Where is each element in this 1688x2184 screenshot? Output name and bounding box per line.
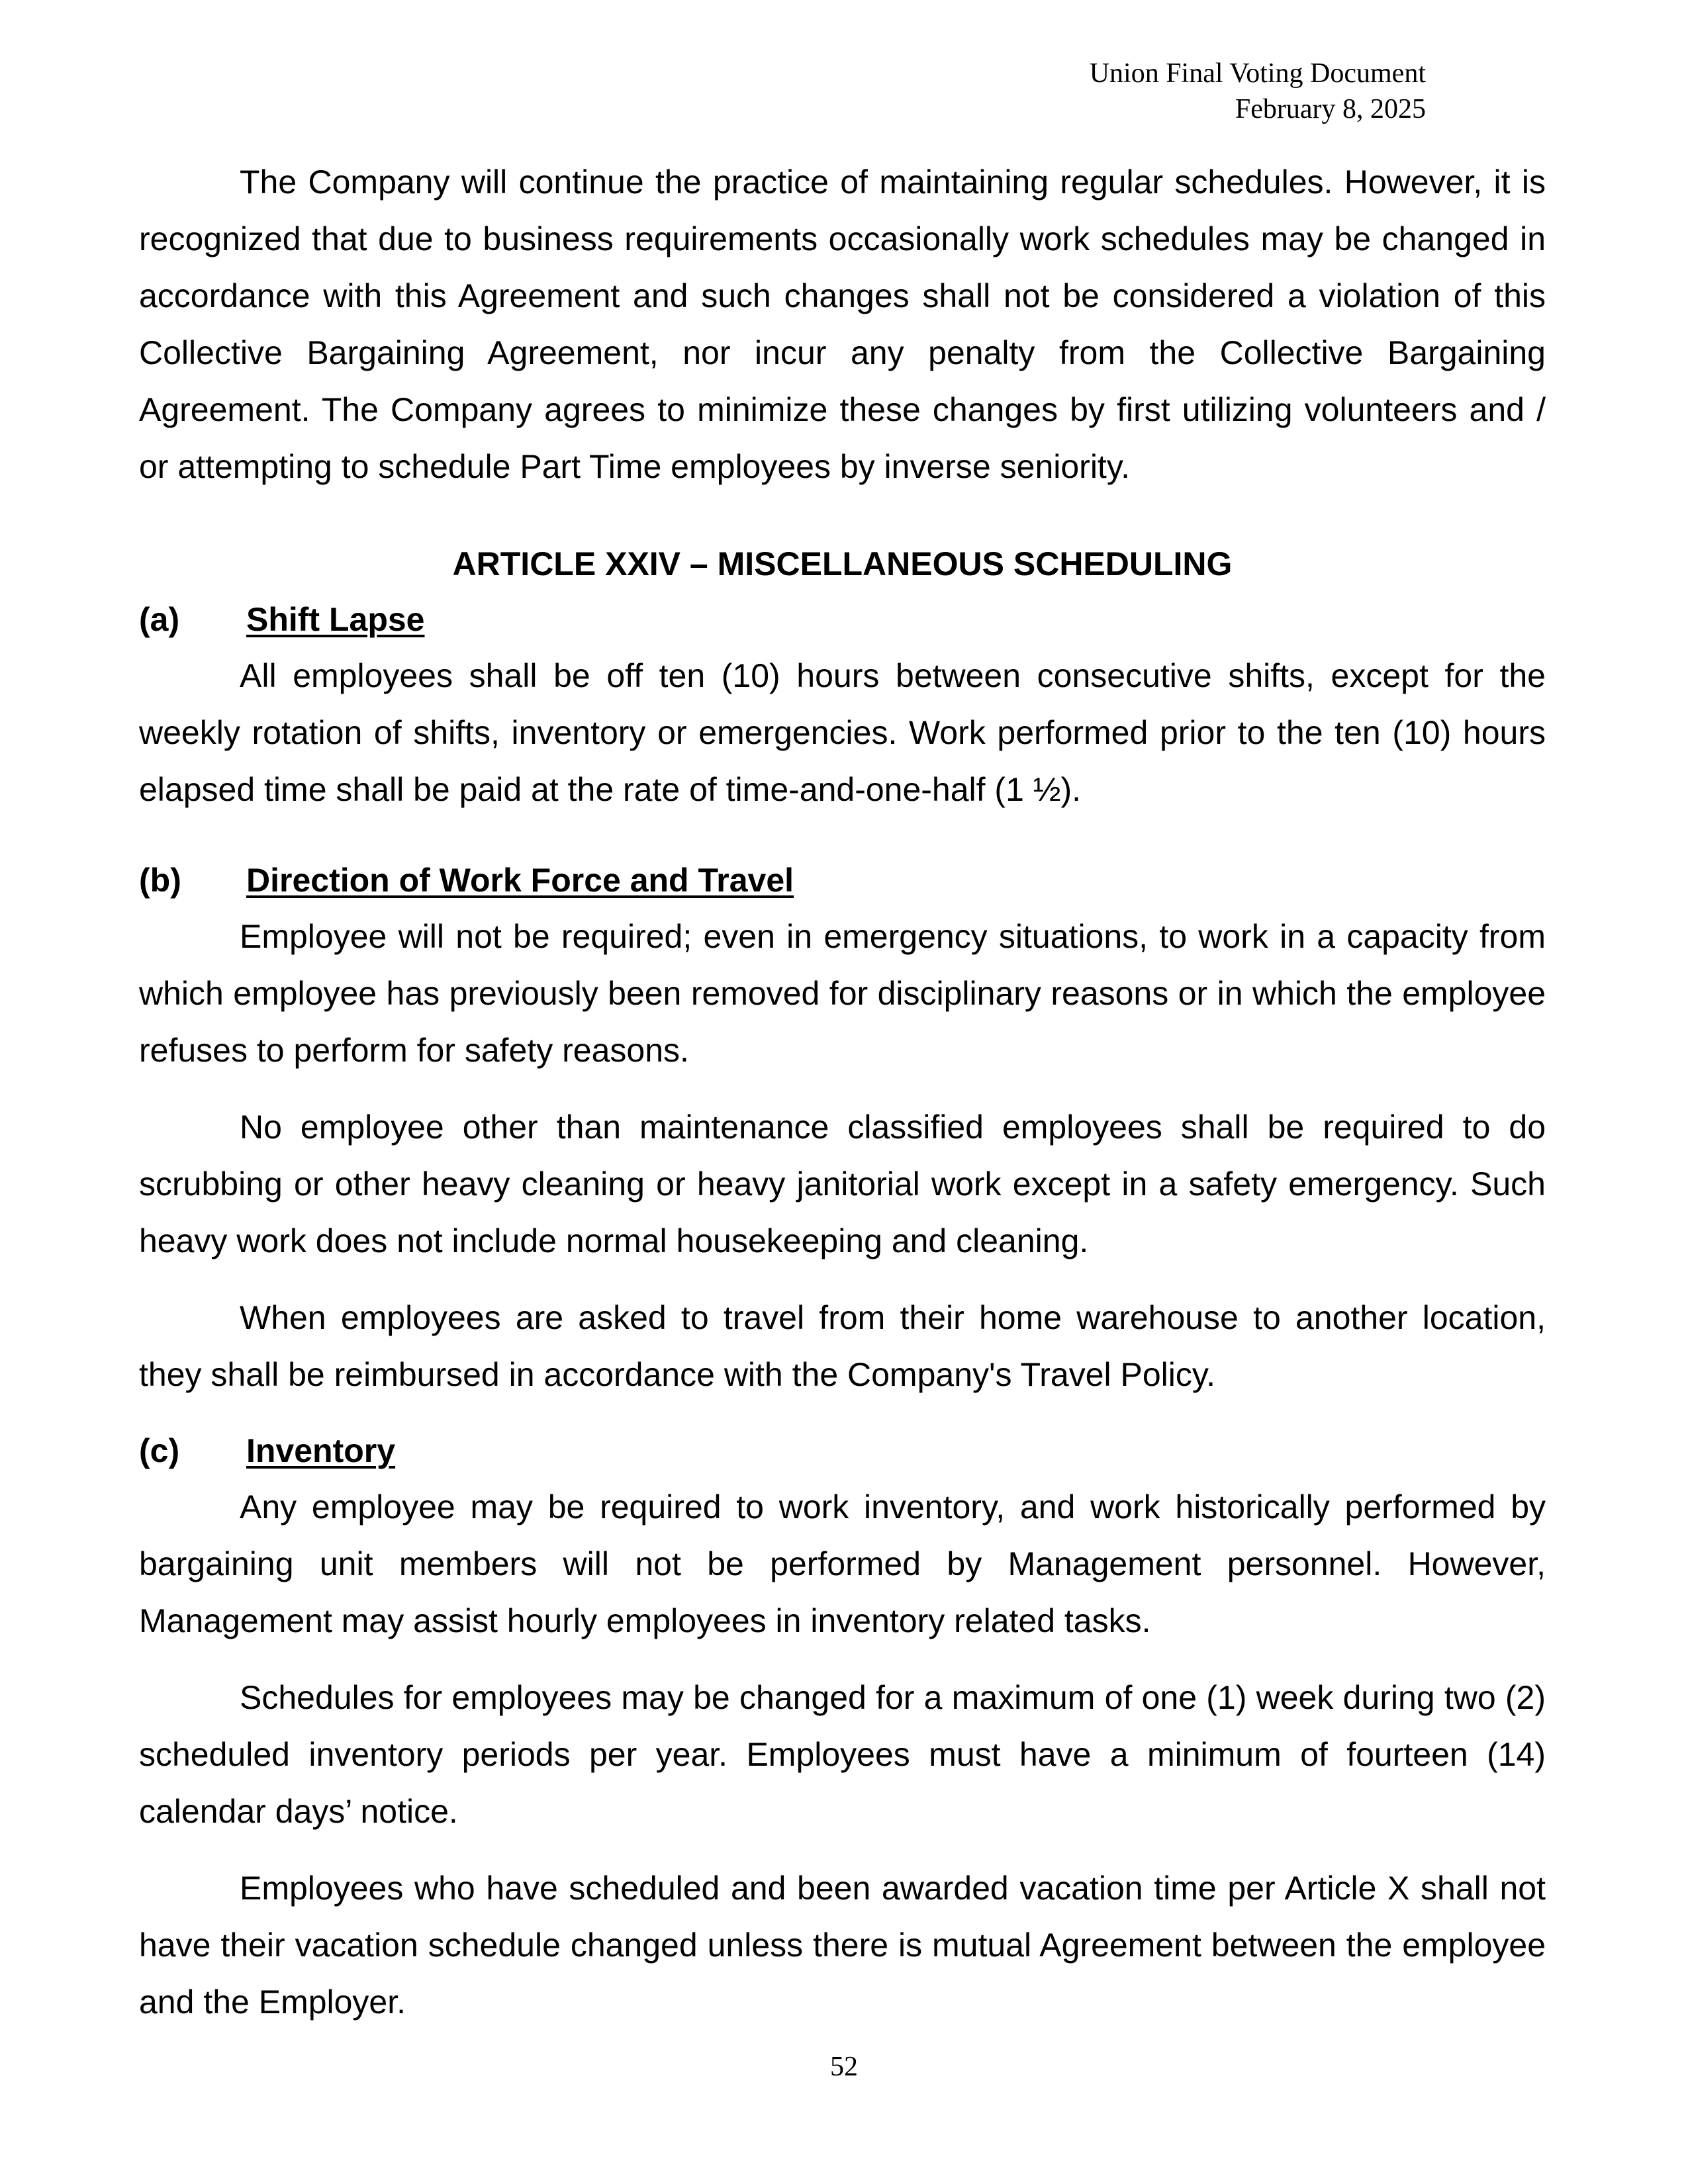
- header-document-title: Union Final Voting Document: [1089, 58, 1426, 89]
- section-c-paragraph-2: Schedules for employees may be changed for a maximum of one (1) week during two (2) scheduled inventory periods per year. Employees must have a minimum of fourteen (14) calendar days’ notice.: [139, 1679, 1546, 1830]
- section-a-paragraph-1: All employees shall be off ten (10) hours between consecutive shifts, except for the weekly rotation of shifts, inventory or emergencies. Work performed prior to the ten (10) hours elapsed time shall be paid at the rate of time-and-one-half (1 ½).: [139, 657, 1546, 808]
- section-letter: (c): [139, 1432, 180, 1469]
- header-date: February 8, 2025: [1235, 94, 1426, 124]
- section-letter: (a): [139, 601, 180, 638]
- article-title: ARTICLE XXIV – MISCELLANEOUS SCHEDULING: [452, 545, 1233, 582]
- section-heading-c: [139, 1423, 1546, 1479]
- intro-paragraph: The Company will continue the practice of maintaining regular schedules. However, it is recognized that due to business requirements occasionally work schedules may be changed in accordance with this Agreement and such changes shall not be considered a violation of this Collective Bargaining Agreement, nor incur any penalty from the Collective Bargaining Agreement. The Company agrees to minimize these changes by first utilizing volunteers and / or attempting to schedule Part Time employees by inverse seniority.: [139, 163, 1546, 485]
- section-title: Inventory: [246, 1432, 396, 1469]
- section-letter: (b): [139, 862, 181, 899]
- section-title: Shift Lapse: [246, 601, 425, 638]
- section-title: Direction of Work Force and Travel: [246, 862, 794, 899]
- page-number: 52: [830, 2052, 858, 2082]
- section-heading-b: [139, 852, 1546, 908]
- section-c-paragraph-3: Employees who have scheduled and been awarded vacation time per Article X shall not have their vacation schedule changed unless there is mutual Agreement between the employee and the Employer.: [139, 1870, 1546, 2021]
- section-b-paragraph-2: No employee other than maintenance classified employees shall be required to do scrubbing or other heavy cleaning or heavy janitorial work except in a safety emergency. Such heavy work does not include normal housekeeping and cleaning.: [139, 1109, 1546, 1259]
- section-c-paragraph-1: Any employee may be required to work inventory, and work historically performed by bargaining unit members will not be performed by Management personnel. However, Management may assist hourly employees in inventory related tasks.: [139, 1488, 1546, 1639]
- section-heading-a: [139, 592, 1546, 647]
- section-b-paragraph-1: Employee will not be required; even in emergency situations, to work in a capacity from which employee has previously been removed for disciplinary reasons or in which the employee refuses to perform for safety reasons.: [139, 918, 1546, 1069]
- document-header: [1090, 56, 1426, 127]
- document-body: [139, 154, 1546, 2030]
- section-b-paragraph-3: When employees are asked to travel from their home warehouse to another location, they shall be reimbursed in accordance with the Company's Travel Policy.: [139, 1299, 1546, 1393]
